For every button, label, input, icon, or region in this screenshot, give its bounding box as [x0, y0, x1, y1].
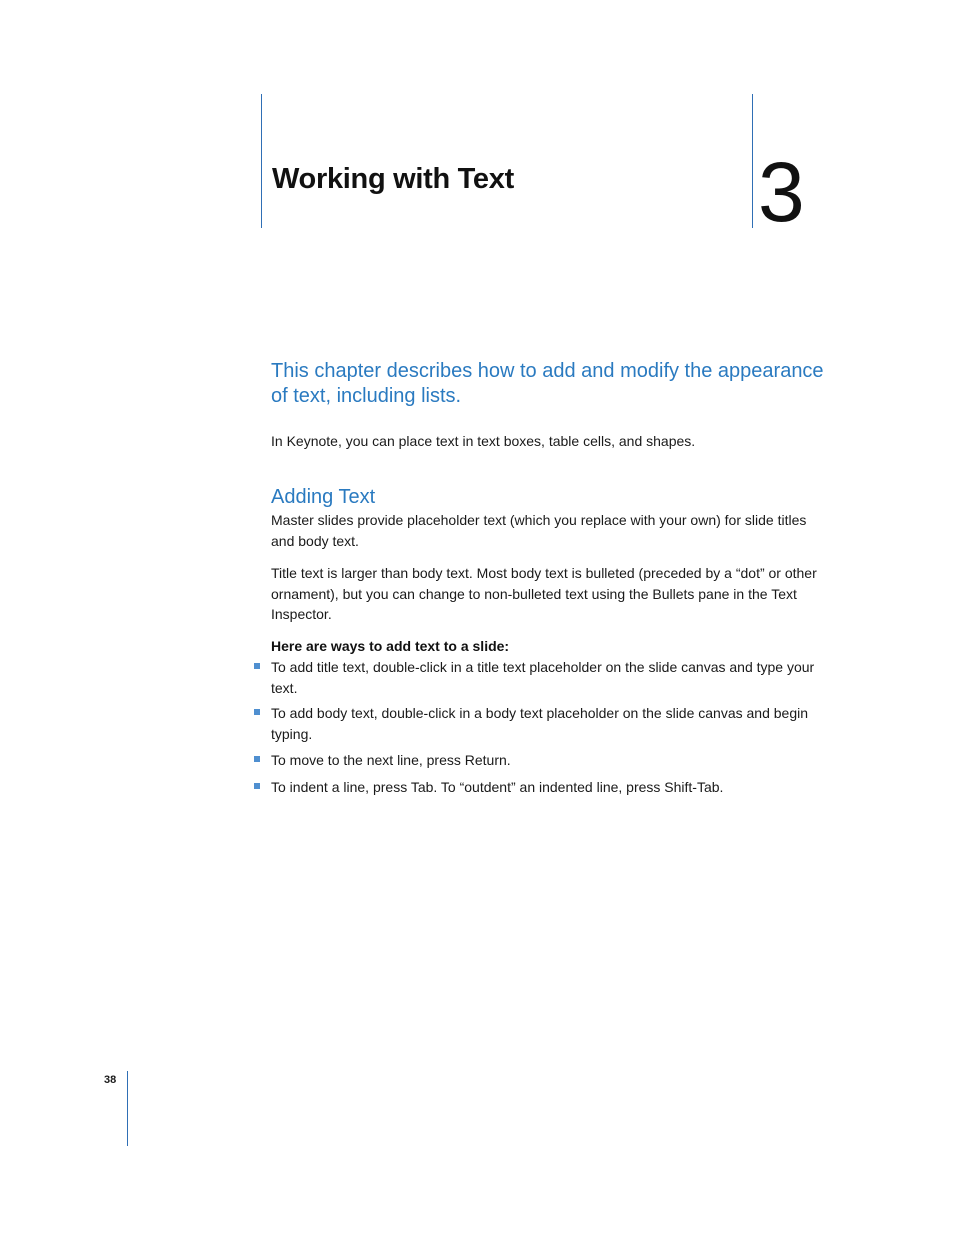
bullet-square-icon [254, 709, 260, 715]
page-number: 38 [104, 1074, 117, 1086]
list-item-text: To add body text, double-click in a body text placeholder on the slide canvas and begin typing. [271, 705, 809, 742]
chapter-intro: This chapter describes how to add and modify the appearance of text, including lists. [271, 360, 824, 407]
chapter-number: 3 [758, 145, 805, 239]
section-heading-adding-text: Adding Text [271, 486, 376, 508]
chapter-rule-right [752, 94, 753, 228]
bullet-square-icon [254, 756, 260, 762]
chapter-title: Working with Text [272, 163, 514, 195]
footer-rule [127, 1071, 128, 1146]
list-item-text: To move to the next line, press Return. [271, 752, 511, 768]
paragraph-keynote: In Keynote, you can place text in text boxes, table cells, and shapes. [271, 433, 696, 449]
chapter-rule-left [261, 94, 262, 228]
bullet-square-icon [254, 783, 260, 789]
list-item-text: To add title text, double-click in a title text placeholder on the slide canvas and type your text. [271, 659, 815, 696]
paragraph-title-text: Title text is larger than body text. Most body text is bulleted (preceded by a “dot” or other ornament), but you can change to non-bulleted text using the Bullets pane in the Text Inspector. [271, 565, 817, 622]
list-item-text: To indent a line, press Tab. To “outdent” an indented line, press Shift-Tab. [271, 779, 724, 795]
paragraph-master-slides: Master slides provide placeholder text (which you replace with your own) for slide titles and body text. [271, 512, 807, 549]
ways-heading: Here are ways to add text to a slide: [271, 638, 510, 654]
bullet-square-icon [254, 663, 260, 669]
